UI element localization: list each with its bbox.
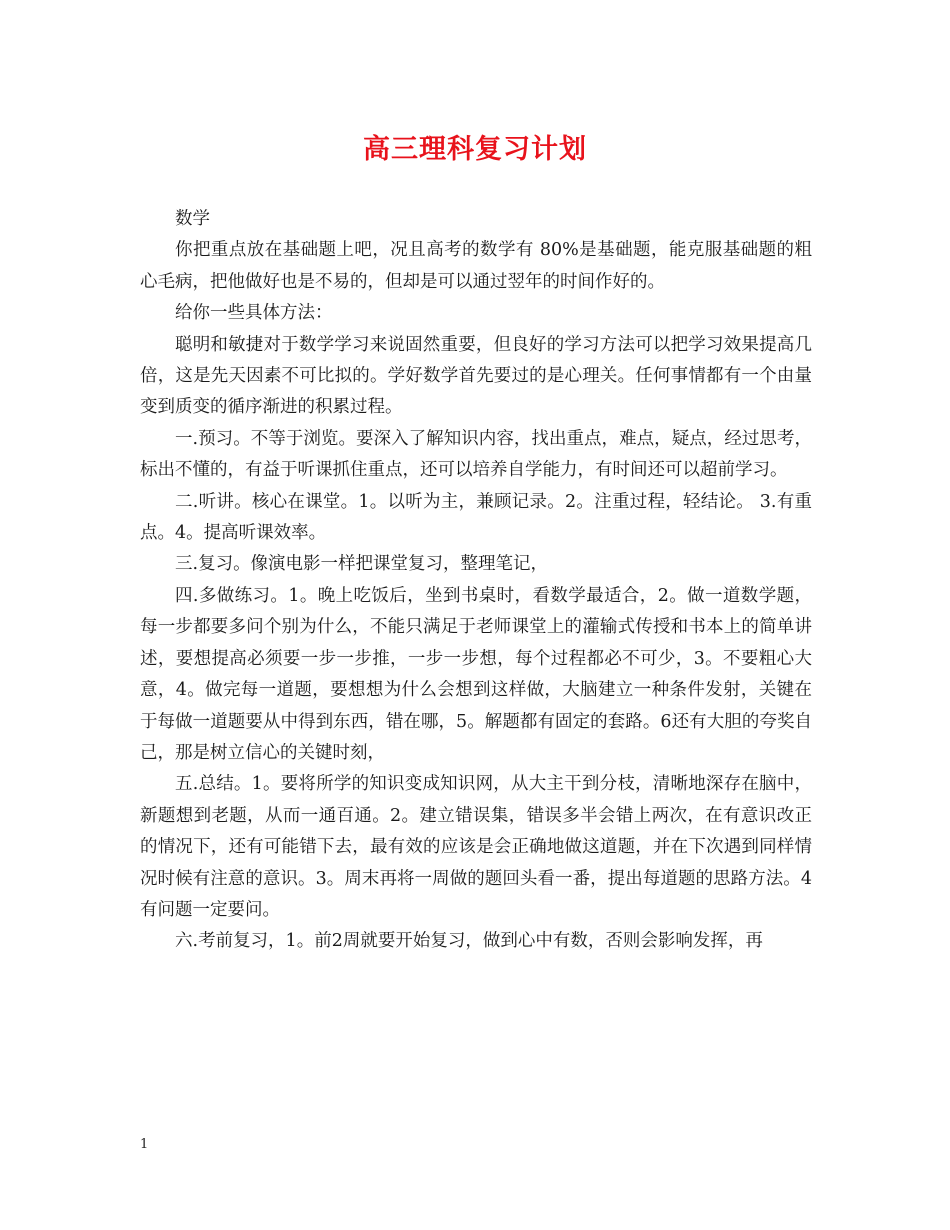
paragraph-learning-method: 聪明和敏捷对于数学学习来说固然重要，但良好的学习方法可以把学习效果提高几倍，这是先天因素不可比拟的。学好数学首先要过的是心理关。任何事情都有一个由量变到质变的循序渐进的积累过程。 — [140, 334, 812, 418]
document-title: 高三理科复习计划 — [363, 134, 587, 165]
paragraph-review: 三.复习。像演电影一样把课堂复习，整理笔记， — [175, 554, 549, 575]
paragraph-intro: 你把重点放在基础题上吧，况且高考的数学有 80%是基础题，能克服基础题的粗心毛病，把他做好也是不易的，但却是可以通过翌年的时间作好的。 — [140, 240, 812, 292]
document-body — [140, 204, 812, 958]
paragraph-subject-heading: 数学 — [175, 209, 210, 229]
paragraph-methods-lead: 给你一些具体方法： — [175, 303, 333, 324]
paragraph-preview: 一.预习。不等于浏览。要深入了解知识内容，找出重点，难点，疑点，经过思考，标出不懂的，有益于听课抓住重点，还可以培养自学能力，有时间还可以超前学习。 — [140, 428, 812, 481]
page-number: 1 — [140, 1137, 149, 1152]
paragraph-summary: 五.总结。1。要将所学的知识变成知识网，从大主干到分枝，清晰地深存在脑中，新题想到老题，从而一通百通。2。建立错误集，错误多半会错上两次，在有意识改正的情况下，还有可能错下去，最有效的应该是会正确地做这道题，并在下次遇到同样情况时候有注意的意识。3。周末再将一周做的题回头看一番，提出每道题的思路方法。4有问题一定要问。 — [140, 774, 812, 920]
paragraph-practice: 四.多做练习。1。晚上吃饭后，坐到书桌时，看数学最适合，2。做一道数学题，每一步都要多问个别为什么，不能只满足于老师课堂上的灌输式传授和书本上的简单讲述，要想提高必须要一步一步推，一步一步想，每个过程都必不可少，3。不要粗心大意，4。做完每一道题，要想想为什么会想到这样做，大脑建立一种条件发射，关键在于每做一道题要从中得到东西，错在哪，5。解题都有固定的套路。6还有大胆的夸奖自己，那是树立信心的关键时刻， — [140, 585, 812, 763]
paragraph-exam-review: 六.考前复习，1。前2周就要开始复习，做到心中有数，否则会影响发挥，再 — [175, 931, 763, 952]
paragraph-listening: 二.听讲。核心在课堂。1。以听为主，兼顾记录。2。注重过程，轻结论。 3.有重点。4。提高听课效率。 — [140, 491, 812, 544]
